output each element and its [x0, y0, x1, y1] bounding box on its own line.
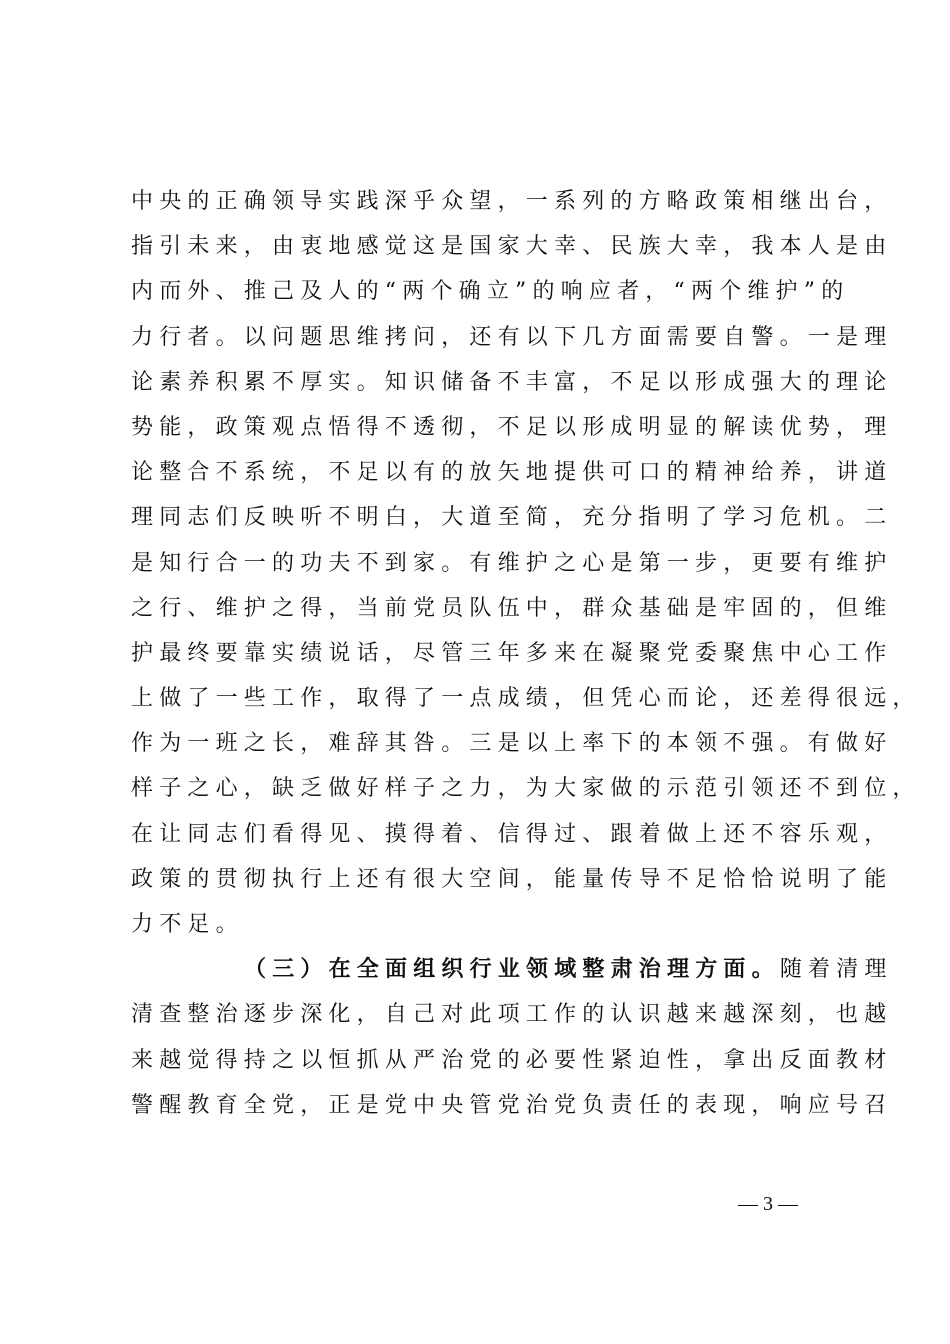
paragraph-line: 之行、维护之得，当前党员队伍中，群众基础是牢固的，但维 [131, 595, 893, 621]
document-body [131, 179, 921, 1128]
paragraph-line: 在让同志们看得见、摸得着、信得过、跟着做上还不容乐观， [131, 821, 893, 847]
paragraph-line: 力不足。 [131, 912, 244, 937]
paragraph-line: 是知行合一的功夫不到家。有维护之心是第一步，更要有维护 [131, 550, 893, 576]
paragraph-line: 清查整治逐步深化，自己对此项工作的认识越来越深刻，也越 [131, 1002, 893, 1028]
section-heading-line [131, 947, 893, 992]
paragraph-line: 指引未来，由衷地感觉这是国家大幸、民族大幸，我本人是由 [131, 234, 893, 260]
paragraph-line: 论整合不系统，不足以有的放矢地提供可口的精神给养，讲道 [131, 460, 893, 486]
paragraph-line: 理同志们反映听不明白，大道至简，充分指明了学习危机。二 [131, 505, 893, 531]
paragraph-line: 内而外、推己及人的“两个确立”的响应者，“两个维护”的 [131, 279, 850, 305]
paragraph-line: 来越觉得持之以恒抓从严治党的必要性紧迫性，拿出反面教材 [131, 1047, 893, 1073]
paragraph-line: 警醒教育全党，正是党中央管党治党负责任的表现，响应号召 [131, 1092, 893, 1118]
paragraph-line: 中央的正确领导实践深乎众望，一系列的方略政策相继出台， [131, 189, 893, 214]
paragraph-line: 政策的贯彻执行上还有很大空间，能量传导不足恰恰说明了能 [131, 866, 893, 892]
paragraph-line: 势能，政策观点悟得不透彻，不足以形成明显的解读优势，理 [131, 414, 893, 440]
paragraph-line: 护最终要靠实绩说话，尽管三年多来在凝聚党委聚焦中心工作 [131, 640, 893, 666]
paragraph-line: 上做了一些工作，取得了一点成绩，但凭心而论，还差得很远， [131, 686, 921, 712]
paragraph-line: 作为一班之长，难辞其咎。三是以上率下的本领不强。有做好 [131, 731, 893, 757]
page-number: — 3 — [738, 1193, 798, 1215]
section-heading-tail: 随着清理 [779, 957, 893, 983]
section-heading: （三）在全面组织行业领域整肃治理方面。 [244, 956, 780, 983]
paragraph-line: 力行者。以问题思维拷问，还有以下几方面需要自警。一是理 [131, 324, 893, 350]
paragraph-line: 样子之心，缺乏做好样子之力，为大家做的示范引领还不到位， [131, 776, 921, 802]
paragraph-line: 论素养积累不厚实。知识储备不丰富，不足以形成强大的理论 [131, 369, 893, 395]
